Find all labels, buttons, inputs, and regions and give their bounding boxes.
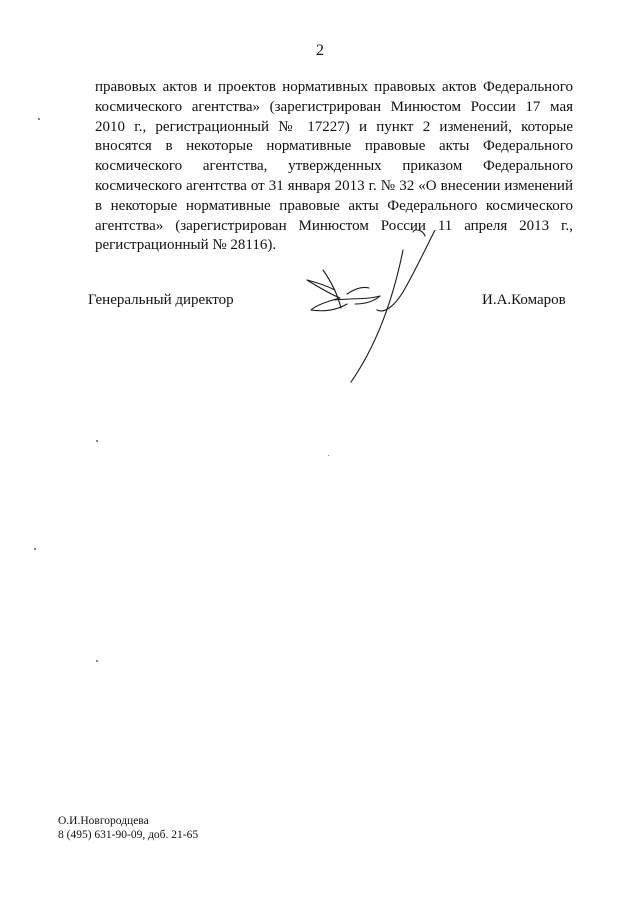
body-line: регистрационный № 28116).	[95, 237, 277, 254]
executor-block	[58, 814, 198, 842]
body-line: космического агентства, утвержденных приказом Федерального	[95, 158, 573, 175]
body-line: космического агентства» (зарегистрирован Минюстом России 17 мая	[95, 98, 573, 115]
page-number: 2	[316, 42, 324, 59]
body-line: космического агентства от 31 января 2013 г. № 32 «О внесении изменений	[95, 177, 573, 194]
executor-phone: 8 (495) 631-90-09, доб. 21-65	[58, 829, 199, 841]
signatory-name: И.А.Комаров	[482, 292, 566, 308]
handwritten-signature	[295, 230, 455, 390]
scan-speck	[328, 455, 329, 456]
scan-speck	[96, 440, 98, 442]
signatory-title: Генеральный директор	[88, 292, 234, 308]
body-line: в некоторые нормативные правовые акты Федерального космического	[95, 197, 573, 214]
body-line: 2010 г., регистрационный № 17227) и пункт 2 изменений, которые	[95, 118, 573, 135]
body-line: агентства» (зарегистрирован Минюстом России 11 апреля 2013 г.,	[95, 217, 573, 234]
executor-name: О.И.Новгородцева	[58, 815, 149, 827]
scan-speck	[96, 660, 98, 662]
body-line: вносятся в некоторые нормативные правовые акты Федерального	[95, 138, 573, 155]
scan-speck	[34, 548, 36, 550]
body-line: правовых актов и проектов нормативных правовых актов Федерального	[95, 79, 573, 95]
scan-speck	[38, 118, 40, 120]
